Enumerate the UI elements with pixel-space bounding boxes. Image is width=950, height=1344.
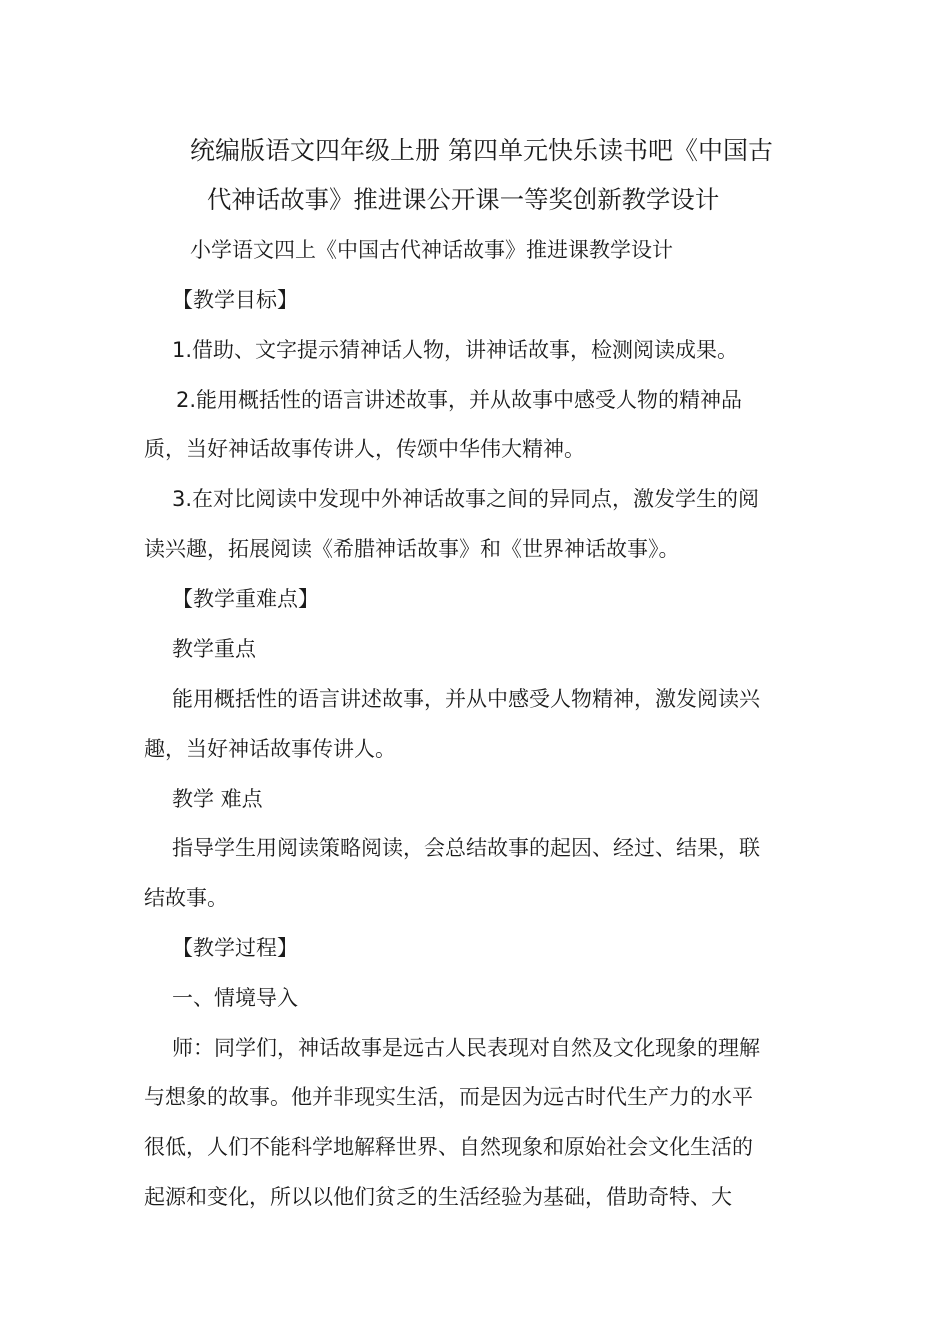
goal-3-line-1: 3.在对比阅读中发现中外神话故事之间的异同点，激发学生的阅 xyxy=(172,487,760,511)
heading-key-points: 【教学重难点】 xyxy=(172,587,319,611)
paragraph-line-3: 很低，人们不能科学地解释世界、自然现象和原始社会文化生活的 xyxy=(144,1135,753,1159)
title-line-1: 统编版语文四年级上册 第四单元快乐读书吧《中国古 xyxy=(190,136,773,165)
paragraph-line-4: 起源和变化，所以以他们贫乏的生活经验为基础，借助奇特、大 xyxy=(144,1185,732,1209)
key-point-line-2: 趣，当好神话故事传讲人。 xyxy=(144,737,396,761)
goal-2-line-1: 2.能用概括性的语言讲述故事，并从故事中感受人物的精神品 xyxy=(176,388,743,412)
key-point-label: 教学重点 xyxy=(172,637,256,661)
goal-3-line-2: 读兴趣，拓展阅读《希腊神话故事》和《世界神话故事》。 xyxy=(144,537,680,561)
subtitle: 小学语文四上《中国古代神话故事》推进课教学设计 xyxy=(190,238,673,262)
goal-2-line-2: 质，当好神话故事传讲人，传颂中华伟大精神。 xyxy=(144,437,585,461)
heading-goals: 【教学目标】 xyxy=(172,288,298,312)
title-line-2: 代神话故事》推进课公开课一等奖创新教学设计 xyxy=(207,185,720,214)
paragraph-line-1: 师：同学们，神话故事是远古人民表现对自然及文化现象的理解 xyxy=(172,1036,760,1060)
goal-1: 1.借助、文字提示猜神话人物，讲神话故事，检测阅读成果。 xyxy=(172,338,739,362)
paragraph-line-2: 与想象的故事。他并非现实生活，而是因为远古时代生产力的水平 xyxy=(144,1085,753,1109)
difficulty-line-2: 结故事。 xyxy=(144,886,228,910)
difficulty-label: 教学 难点 xyxy=(172,787,263,811)
difficulty-line-1: 指导学生用阅读策略阅读，会总结故事的起因、经过、结果，联 xyxy=(172,836,760,860)
heading-process: 【教学过程】 xyxy=(172,936,298,960)
section-1-heading: 一、情境导入 xyxy=(172,986,298,1010)
key-point-line-1: 能用概括性的语言讲述故事，并从中感受人物精神，激发阅读兴 xyxy=(172,687,760,711)
